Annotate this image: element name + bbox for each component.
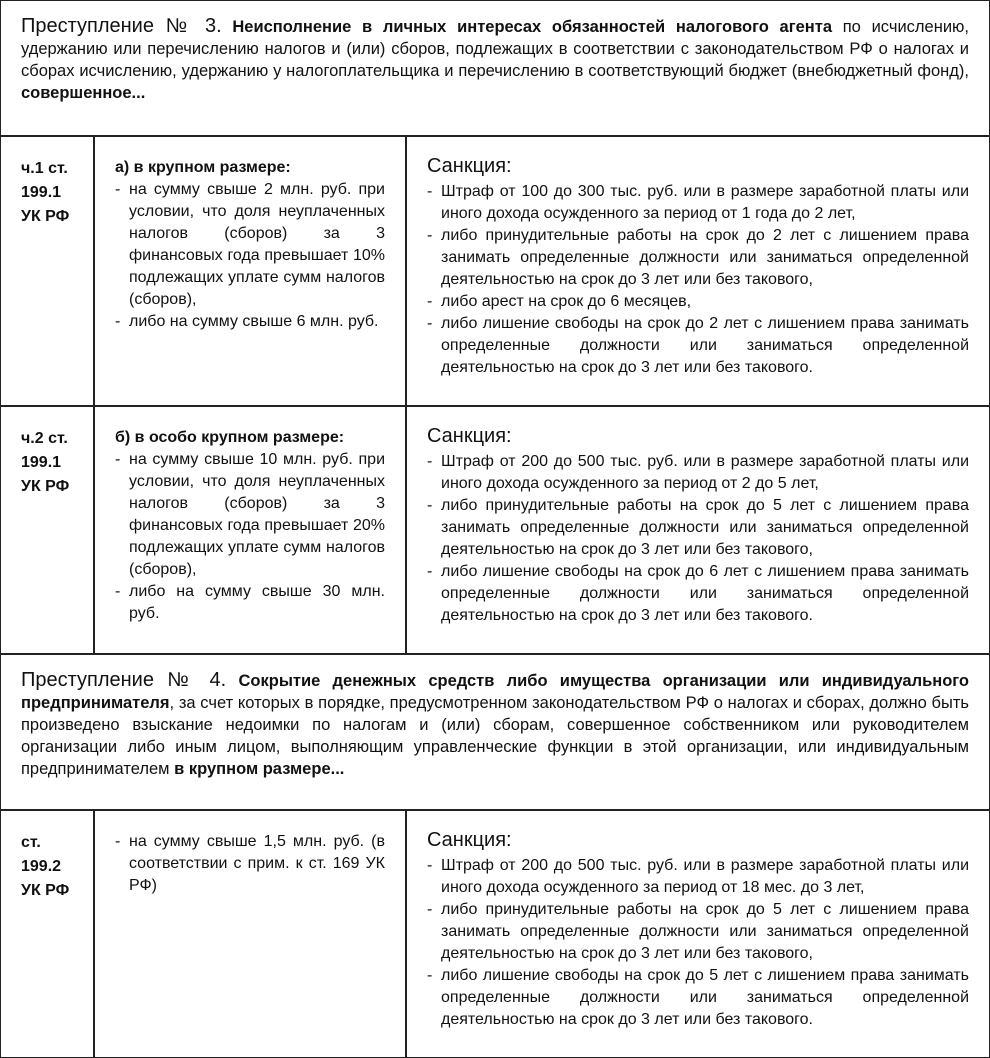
list-item: - либо принудительные работы на срок до 5 лет с лишением права занимать определенные должности или заниматься определенной деятельностью на срок до 3 лет или без такового, [427, 899, 969, 965]
crime-3-text: по исчислению, удержанию или перечислению налогов и (или) сборов, подлежащих в соответствии с законодательством РФ о налогах и сборах исчислению, удержанию у налогоплательщика и перечислению в соответствующий бюджет (внебюджетный фонд), [21, 18, 970, 80]
article-line: ч.1 ст. [21, 160, 68, 177]
list-item: - либо лишение свободы на срок до 2 лет с лишением права занимать определенные должности или заниматься определенной деятельностью на срок до 3 лет или без такового. [427, 313, 969, 379]
article-line: 199.1 [21, 454, 62, 471]
crime-4-header [1, 655, 989, 811]
list-item: - либо принудительные работы на срок до 5 лет с лишением права занимать определенные должности или заниматься определенной деятельностью на срок до 3 лет или без такового, [427, 495, 969, 561]
list-item: - либо арест на срок до 6 месяцев, [427, 291, 969, 313]
condition-list [115, 449, 385, 625]
article-line: 199.1 [21, 184, 62, 201]
crime-3-ending: совершенное... [21, 84, 146, 102]
sanction-cell [407, 407, 989, 653]
crime-4-bold-text: Сокрытие денежных средств либо имущества организации или индивидуального предпринимателя [21, 672, 970, 712]
condition-title: а) в крупном размере: [115, 159, 291, 176]
sanction-title: Санкция: [427, 155, 512, 177]
sanction-title: Санкция: [427, 829, 512, 851]
article-line: УК РФ [21, 208, 70, 225]
sanction-cell [407, 137, 989, 405]
list-item: - либо принудительные работы на срок до 2 лет с лишением права занимать определенные должности или заниматься определенной деятельностью на срок до 3 лет или без такового, [427, 225, 969, 291]
sanction-list [427, 451, 969, 627]
condition-cell [95, 407, 407, 653]
list-item: - либо на сумму свыше 30 млн. руб. [115, 581, 385, 625]
article-line: 199.2 [21, 858, 62, 875]
crime-4-text: , за счет которых в порядке, предусмотренном законодательством РФ о налогах и сборах, должно быть произведено взыскание недоимки по налогам и (или) сборам, совершенное собственником или руководителем организации либо иным лицом, выполняющим управленческие функции в этой организации, или индивидуальным предпринимателем [21, 694, 969, 778]
condition-cell [95, 811, 407, 1057]
table-row-199-2 [1, 811, 989, 1057]
list-item: - на сумму свыше 10 млн. руб. при условии, что доля неуплаченных налогов (сборов) за 3 финансовых года превышает 20% подлежащих уплате сумм налогов (сборов), [115, 449, 385, 581]
crime-3-label: Преступление № 3. [21, 15, 222, 37]
condition-cell [95, 137, 407, 405]
article-cell [1, 407, 95, 653]
sanction-cell [407, 811, 989, 1057]
sanction-list [427, 855, 969, 1031]
list-item: - Штраф от 200 до 500 тыс. руб. или в размере заработной платы или иного дохода осужденного за период от 2 до 5 лет, [427, 451, 969, 495]
list-item: - либо лишение свободы на срок до 5 лет с лишением права занимать определенные должности или заниматься определенной деятельностью на срок до 3 лет или без такового. [427, 965, 969, 1031]
article-cell [1, 137, 95, 405]
list-item: - Штраф от 100 до 300 тыс. руб. или в размере заработной платы или иного дохода осужденного за период от 1 года до 2 лет, [427, 181, 969, 225]
list-item: - на сумму свыше 2 млн. руб. при условии, что доля неуплаченных налогов (сборов) за 3 финансовых года превышает 10% подлежащих уплате сумм налогов (сборов), [115, 179, 385, 311]
article-line: УК РФ [21, 478, 70, 495]
sanction-list [427, 181, 969, 379]
sanction-title: Санкция: [427, 425, 512, 447]
article-line: ст. [21, 834, 41, 851]
crime-3-bold-text: Неисполнение в личных интересах обязанностей налогового агента [232, 18, 832, 36]
table-row-part1-199-1 [1, 137, 989, 407]
crime-3-header [1, 1, 989, 137]
article-line: ч.2 ст. [21, 430, 68, 447]
list-item: - Штраф от 200 до 500 тыс. руб. или в размере заработной платы или иного дохода осужденного за период от 18 мес. до 3 лет, [427, 855, 969, 899]
condition-list [115, 179, 385, 333]
crime-4-ending: в крупном размере... [174, 760, 345, 778]
article-line: УК РФ [21, 882, 70, 899]
condition-list [115, 831, 385, 897]
condition-title: б) в особо крупном размере: [115, 429, 345, 446]
article-cell [1, 811, 95, 1057]
crime-4-label: Преступление № 4. [21, 669, 227, 691]
table-row-part2-199-1 [1, 407, 989, 655]
list-item: - на сумму свыше 1,5 млн. руб. (в соответствии с прим. к ст. 169 УК РФ) [115, 831, 385, 897]
list-item: - либо лишение свободы на срок до 6 лет с лишением права занимать определенные должности или заниматься определенной деятельностью на срок до 3 лет или без такового. [427, 561, 969, 627]
list-item: - либо на сумму свыше 6 млн. руб. [115, 311, 385, 333]
